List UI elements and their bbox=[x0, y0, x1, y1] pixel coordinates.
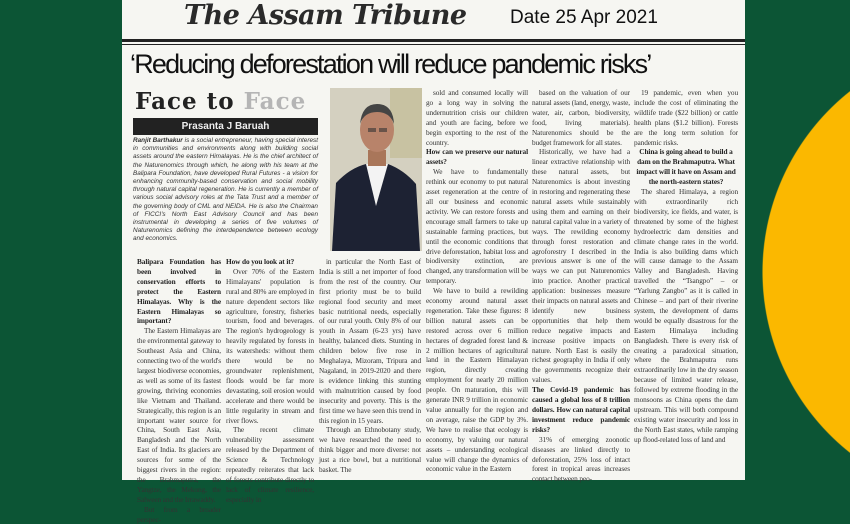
article-paragraph: The recent climate vulnerability assessment released by the Department of Science & Technology repeatedly reiterates that lack of forests contribute directly to lack of climate resilience, especially in bbox=[226, 425, 314, 504]
article-paragraph: Over 70% of the Eastern Himalayans' population is rural and 80% are employed in nature dependent sectors like agriculture, forestry, fisheries tourism, food and beverages. The region's hydrogeology is heavily regulated by forests in its watersheds: without them there would be no groundwater replenishment, floods would be far more devastating, soil erosion would accelerate and there would be little regularity in stream and river flows. bbox=[226, 266, 314, 425]
interview-question: How do you look at it? bbox=[226, 257, 295, 266]
article-column-4 bbox=[426, 88, 528, 474]
article-paragraph: We have to build a rewilding economy around natural asset regeneration. Take these figures: 8 billion natural assets can be restored across over 6 million hectares of degraded forest land & 2 million hectares of agricultural land in the Eastern Himalayan region, directly creating employment for nearly 20 million people. On maturation, this will generate INR 9 trillion in economic value annually for the region and on average, raise the GDP by 3%. We have to realise that ecology is economy, by valuing our natural assets – understanding ecological value will change the dynamics of economic value in the Eastern bbox=[426, 286, 528, 474]
article-column-1 bbox=[137, 257, 221, 524]
author-byline: Prasanta J Baruah bbox=[133, 118, 318, 135]
newspaper-masthead: The Assam Tribune bbox=[184, 0, 467, 31]
publication-date: Date 25 Apr 2021 bbox=[510, 7, 658, 28]
interview-question: How can we preserve our natural assets? bbox=[426, 147, 528, 167]
article-column-5 bbox=[532, 88, 630, 484]
article-paragraph: The shared Himalaya, a region with extraordinarily rich biodiversity, ice fields, and water, is threatened by some of the highest hydroelectric dam densities and climate change rates in the world. India is also building dams which will cause damage to the Assam Valley and Bangladesh. Having travelled the “Tsangpo” – or “Yarlung Zangbo” as it is called in Chinese – and part of their riverine system, the development of dams would be equally disastrous for the Eastern Himalaya including Bangladesh. There is every risk of creating a paradoxical situation, where the Brahmaputra runs extraordinarily low in the dry season because of limited water release, followed by extreme flooding in the monsoons as China opens the dam upstream. This will both compound existing water insecurity and loss in the North East states, while ramping up flood-related loss of land and bbox=[634, 187, 738, 444]
article-paragraph: Historically, we have had a linear extractive relationship with these natural assets, but Naturenomics is about investing in restoring and regenerating these natural assets while sustainably using them and earning on their natural capital value in a variety of ways. The rewilding economy through forest restoration and agroforestry I described in the previous answer is one of the ways we can put Naturenomics into practice. Another practical application: businesses measure their impacts on natural assets and identify new business opportunities that help them reduce negative impacts and increase positive impacts on nature. North East is easily the richest geography in India if only the governments recognize their values. bbox=[532, 147, 631, 385]
bio-text: is a social entrepreneur, having special interest in communities and environments along with building social assets around the eastern Himalayas. He is the chief architect of the Naturenomics through which, he along with his team at the Balipara Foundation, have developed Rural Futures - a vision for enhancing community-based conservation and social mobility through natural capital regeneration. He is currently a member of various social advisory roles at the Tata Trust and a member of the governing body of CML and NEIDA. He is also the Chairman of FICCI's North East Advisory Council and has been instrumental in developing a series of five volumes of Naturenomics defining the interdependence between ecology and economics. bbox=[133, 137, 318, 243]
divider bbox=[122, 39, 745, 42]
article-paragraph: Through an Ethnobotany study, we have researched the need to think bigger and more diverse: not just a rice bowl, but a nutritional basket. The bbox=[319, 425, 421, 475]
interview-question: The Covid-19 pandemic has caused a global loss of 8 trillion dollars. How can natural capital investment reduce pandemic risks? bbox=[532, 385, 630, 434]
article-column-2 bbox=[226, 257, 314, 505]
article-paragraph: 31% of emerging zoonotic diseases are linked directly to deforestation, 25% loss of intact forest in tropical areas increases contact between peo- bbox=[532, 434, 630, 484]
article-column-6 bbox=[634, 88, 738, 445]
article-paragraph: sold and consumed locally will go a long way in solving the undernutrition crisis our children and youth are facing, before we begin exporting to the rest of the country. bbox=[426, 88, 528, 147]
newspaper-clipping bbox=[122, 0, 745, 524]
person-portrait-icon bbox=[330, 88, 422, 251]
article-paragraph: The Eastern Himalayas are the environmental gateway to Southeast Asia and China, connecting two of the world's largest biodiverse economies, as well as some of its fastest growing, thriving economies like Vietnam and Thailand. Strategically, this region is an important water source for China, South East Asia, Bangladesh and the North East of India. Its glaciers are sources for some of the biggest rivers in the region: the Brahmaputra, the Yangtze, the Mekong, the Salween and the Irrawaddy. bbox=[137, 326, 221, 504]
section-title-b: Face bbox=[243, 88, 307, 115]
article-paragraph: in particular the North East of India is still a net importer of food from the rest of the country. Our first priority must be to build regional food security and meet basic nutritional needs, especially of our rural youth. Only 8% of our youth in Assam (6-23 yrs) have healthy, balanced diets. Stunting in children below five rose in Meghalaya, Mizoram, Tripura and Nagaland, in 2019-2020 and there is evidence linking this stunting with malnutrition caused by food insecurity and poverty. This is the first time we have seen this trend in this region in 15 years. bbox=[319, 257, 421, 425]
section-title-a: Face to bbox=[135, 88, 244, 115]
article-paragraph: 19 pandemic, even when you include the cost of eliminating the wildlife trade ($22 billion) or cattle health plans ($1.2 billion). Forests are the long term solution for pandemic risks. bbox=[634, 88, 738, 147]
section-title bbox=[135, 88, 306, 115]
interview-question: China is going ahead to build a dam on the Brahmaputra. What impact will it have on Assam and the north-eastern states? bbox=[636, 147, 736, 187]
article-paragraph: based on the valuation of our natural assets (land, energy, waste, water, air, carbon, biodiversity, food, living materials). Naturenomics should be the budget framework for all states. bbox=[532, 88, 630, 147]
interviewee-photo bbox=[330, 88, 422, 251]
article-paragraph: But from a broader perspec- bbox=[137, 504, 221, 524]
interview-question: Balipara Foundation has been involved in conservation efforts to protect the Eastern Himalayas. Why is the Eastern Himalayas so important? bbox=[137, 257, 221, 326]
article-column-3 bbox=[319, 257, 421, 475]
article-paragraph: We have to fundamentally rethink our economy to put natural asset regeneration at the centre of all our business and economic activity. We can restore forests and encourage small farmers to take up sustainable farming practices, but until the economic conditions that drive deforestation, habitat loss and biodiversity extinction, are changed, any transformation will be temporary. bbox=[426, 167, 528, 286]
divider bbox=[122, 44, 745, 45]
bio-name: Ranjit Barthakur bbox=[133, 137, 183, 144]
interviewee-bio bbox=[133, 137, 318, 244]
article-headline: ‘Reducing deforestation will reduce pandemic risks’ bbox=[130, 49, 651, 79]
